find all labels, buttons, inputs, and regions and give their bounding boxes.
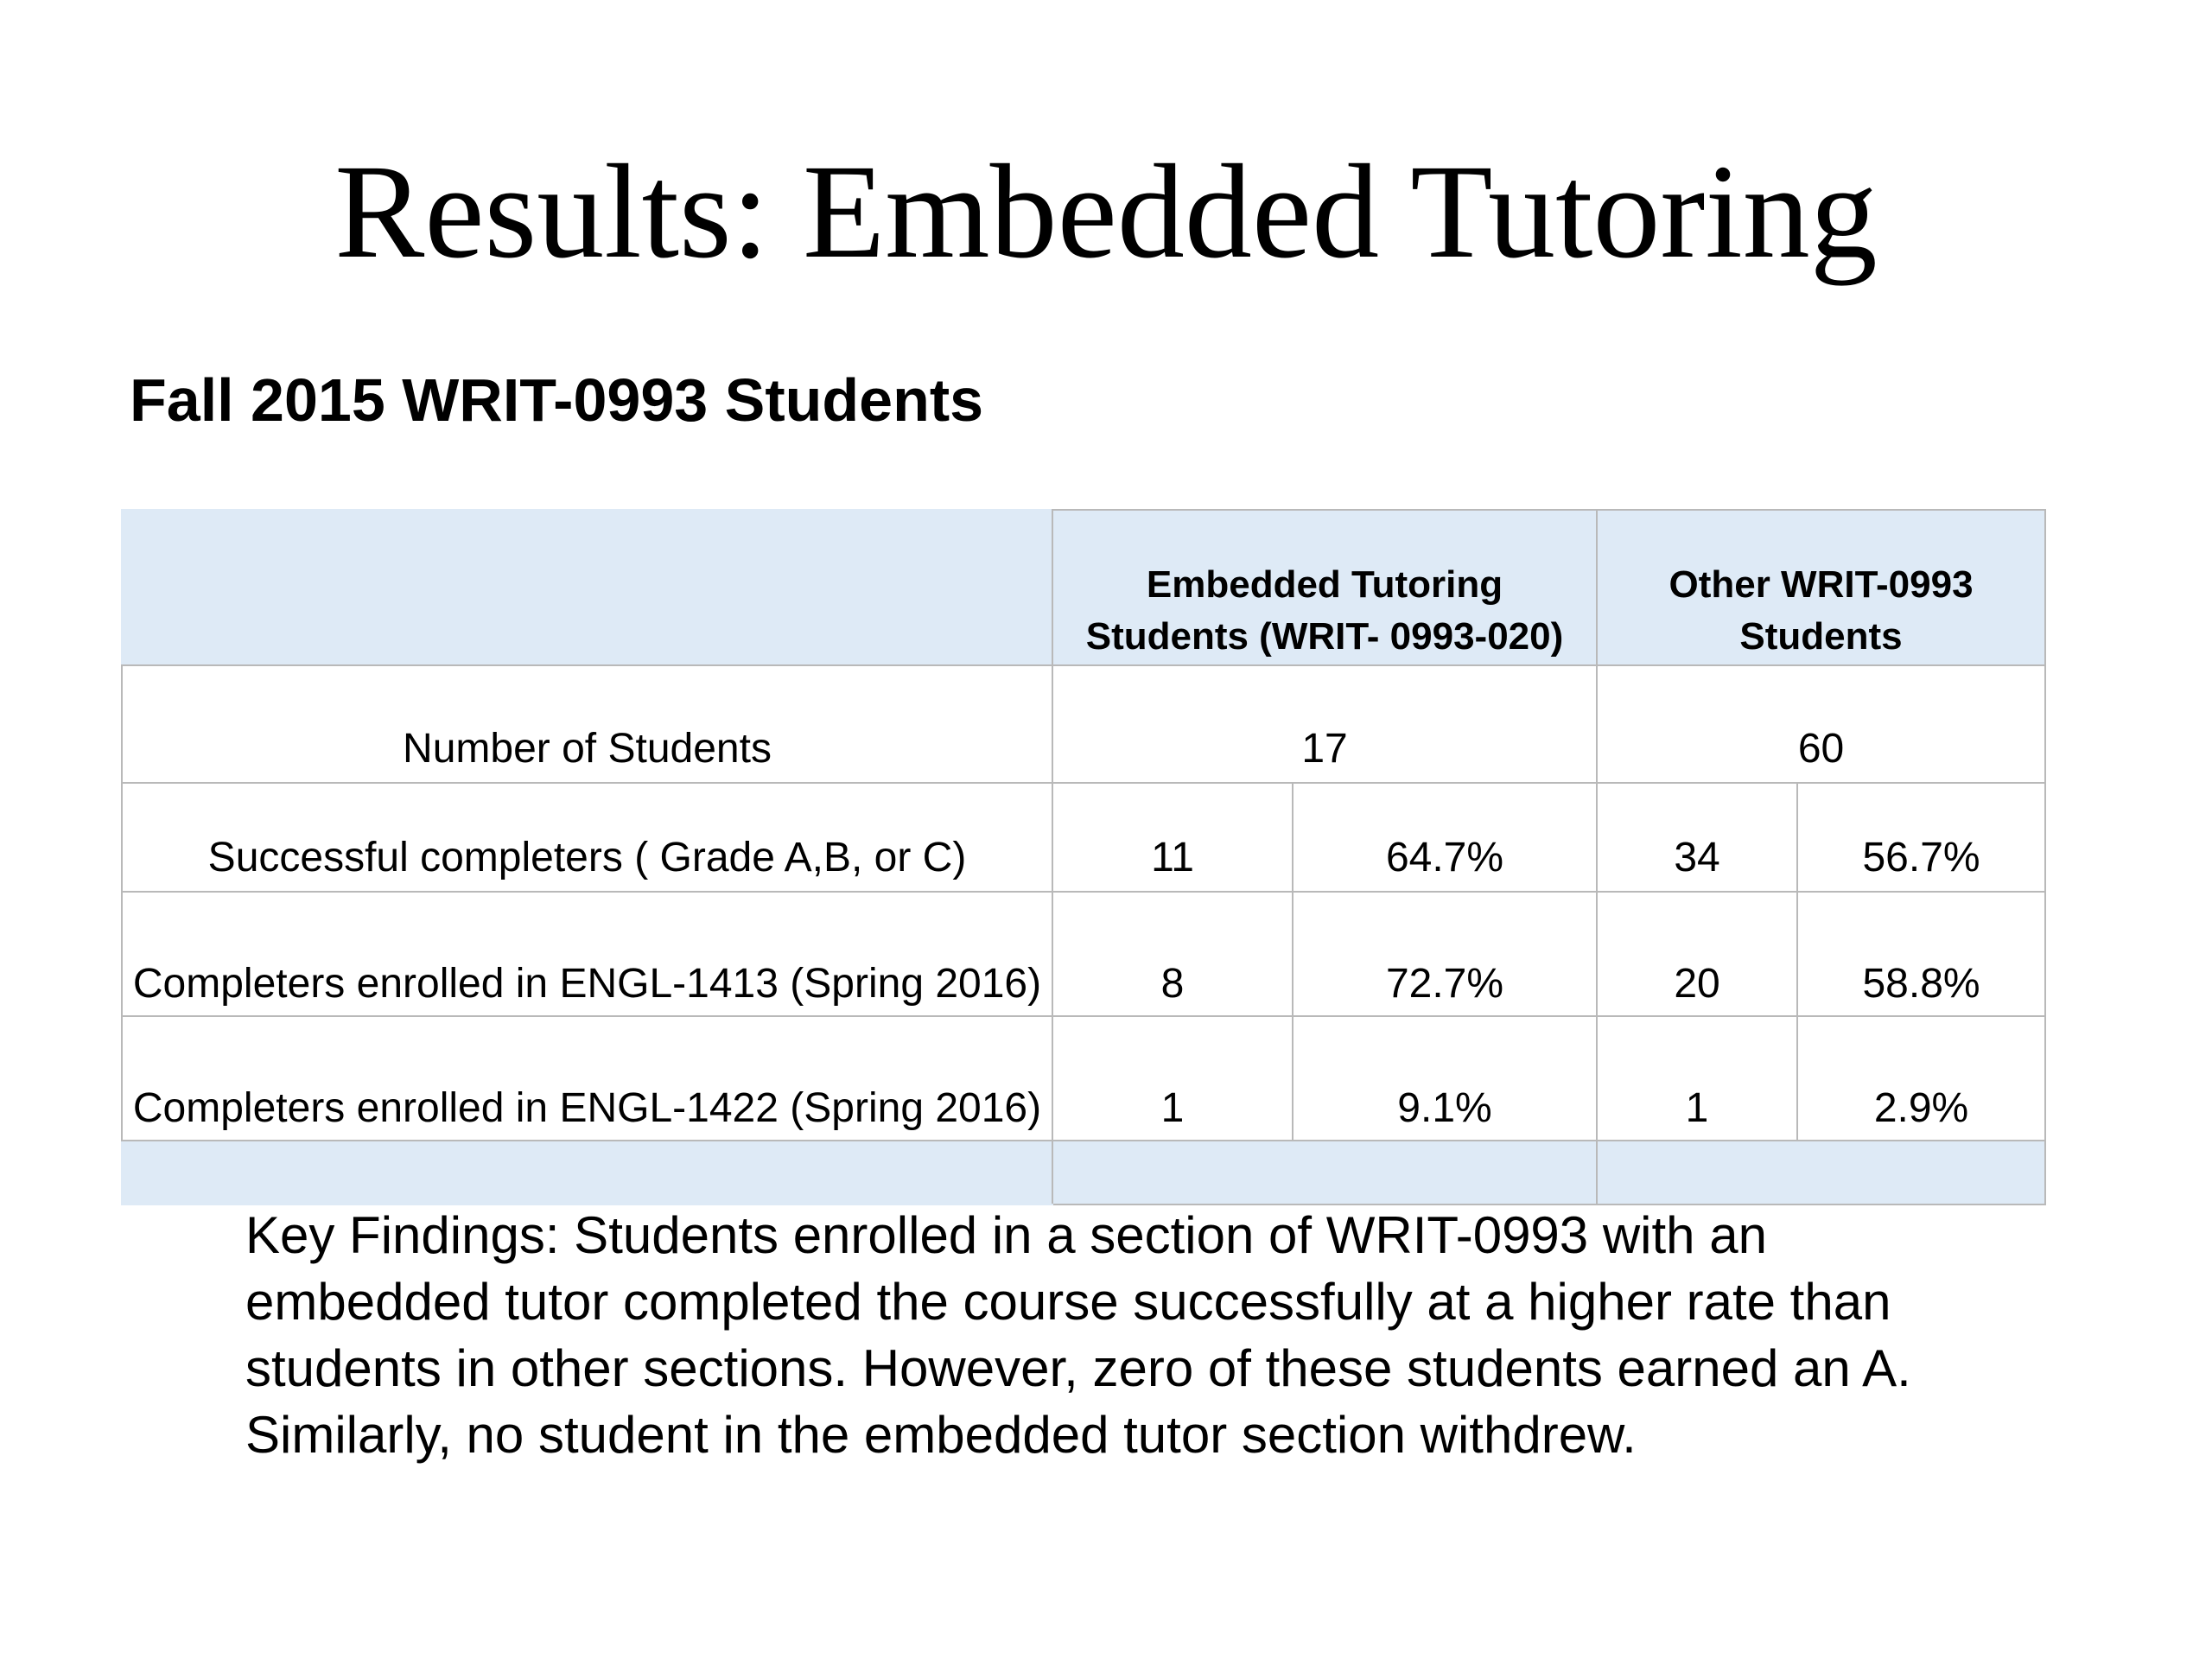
other-percent-cell: 58.8% — [1797, 892, 2045, 1016]
embedded-percent-cell: 72.7% — [1293, 892, 1597, 1016]
other-count-cell: 1 — [1597, 1016, 1797, 1141]
embedded-percent-cell: 9.1% — [1293, 1016, 1597, 1141]
embedded-count-cell: 8 — [1052, 892, 1293, 1016]
header-embedded-students: Embedded Tutoring Students (WRIT- 0993-020) — [1052, 510, 1597, 665]
embedded-total-cell: 17 — [1052, 665, 1597, 783]
embedded-count-cell: 11 — [1052, 783, 1293, 892]
footer-other-cell — [1597, 1141, 2045, 1205]
other-percent-cell: 2.9% — [1797, 1016, 2045, 1141]
embedded-percent-cell: 64.7% — [1293, 783, 1597, 892]
table-row — [122, 783, 2045, 892]
table-row — [122, 1016, 2045, 1141]
header-other-students: Other WRIT-0993 Students — [1597, 510, 2045, 665]
other-count-cell: 20 — [1597, 892, 1797, 1016]
row-label: Number of Students — [122, 665, 1052, 783]
table-header-row — [122, 510, 2045, 665]
other-count-cell: 34 — [1597, 783, 1797, 892]
row-label: Completers enrolled in ENGL-1422 (Spring 2016) — [122, 1016, 1052, 1141]
embedded-count-cell: 1 — [1052, 1016, 1293, 1141]
other-total-cell: 60 — [1597, 665, 2045, 783]
row-label: Successful completers ( Grade A,B, or C) — [122, 783, 1052, 892]
table-subtitle: Fall 2015 WRIT-0993 Students — [130, 366, 984, 434]
footer-blank-cell — [122, 1141, 1052, 1205]
header-blank-cell — [122, 510, 1052, 665]
footer-embedded-cell — [1052, 1141, 1597, 1205]
table-row — [122, 892, 2045, 1016]
other-percent-cell: 56.7% — [1797, 783, 2045, 892]
table-footer-row — [122, 1141, 2045, 1205]
row-label: Completers enrolled in ENGL-1413 (Spring 2016) — [122, 892, 1052, 1016]
slide-title: Results: Embedded Tutoring — [334, 137, 1878, 286]
results-table — [121, 509, 2046, 1205]
key-findings-text: Key Findings: Students enrolled in a section of WRIT-0993 with an embedded tutor completed the course successfully at a higher rate than students in other sections. However, zero of these students earned an A. Similarly, no student in the embedded tutor section withdrew. — [245, 1206, 1911, 1464]
table-row — [122, 665, 2045, 783]
